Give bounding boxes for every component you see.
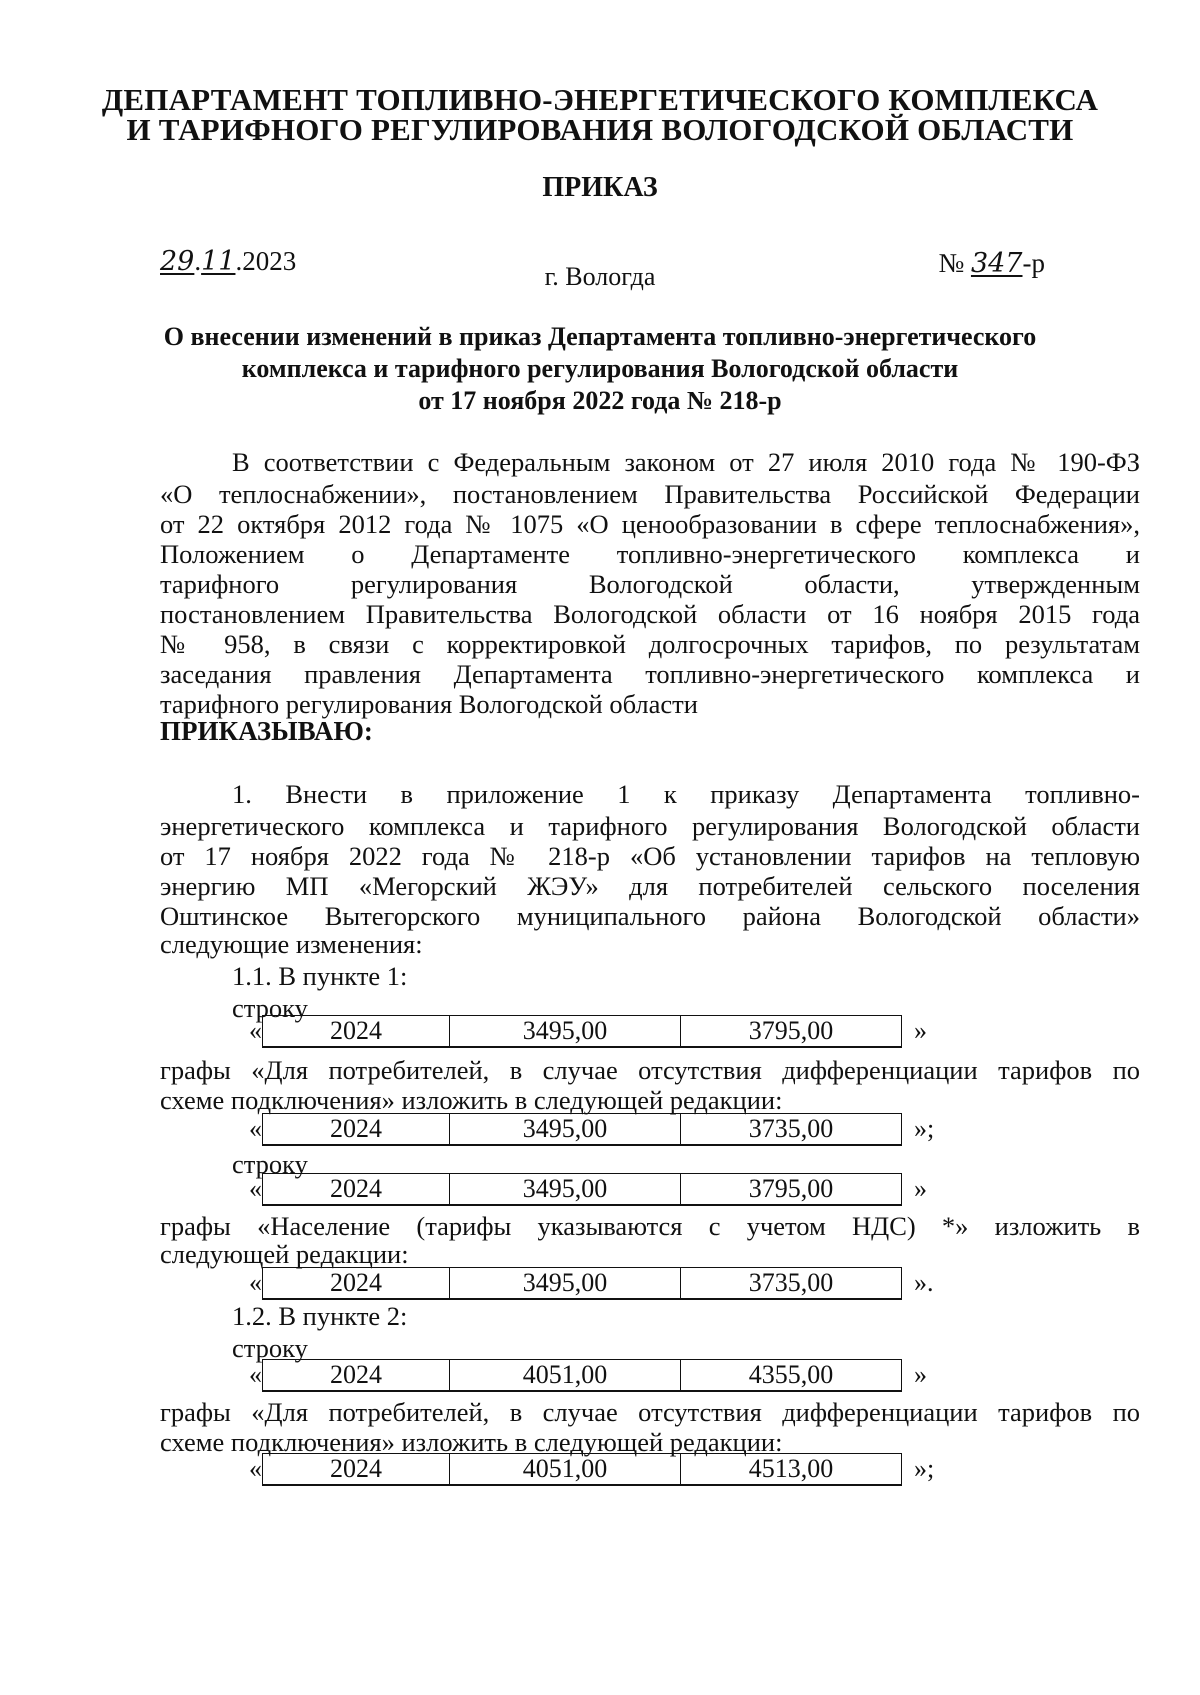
item1-line: от 17 ноября 2022 года № 218-р «Об установлении тарифов на тепловую [160, 841, 1140, 871]
subject-line-2: комплекса и тарифного регулирования Вологодской области [241, 354, 959, 383]
order-date: 29.11.2023 [160, 246, 297, 277]
quote-open: « [249, 1268, 262, 1297]
quote-open: « [249, 1016, 262, 1045]
quote-open: « [249, 1114, 262, 1143]
city: г. Вологда [544, 262, 656, 291]
para-line: графы «Население (тарифы указываются с учетом НДС) *» изложить в [160, 1211, 1140, 1241]
date-day: 29 [160, 246, 195, 277]
tariff-value-2: 3735,00 [680, 1268, 901, 1298]
para-line: схеме подключения» изложить в следующей редакции: [160, 1085, 783, 1115]
quote-open: « [249, 1174, 262, 1203]
tariff-table-row [262, 1015, 902, 1048]
order-word: ПРИКАЗЫВАЮ: [160, 716, 373, 746]
tariff-row [236, 1452, 934, 1486]
tariff-value-1: 3495,00 [449, 1016, 680, 1046]
number-value: 347 [970, 248, 1023, 279]
quote-close: »; [914, 1114, 935, 1143]
quote-close: »; [914, 1454, 935, 1483]
item1-line: Оштинское Вытегорского муниципального района Вологодской области» [160, 901, 1140, 931]
tariff-table-row [262, 1173, 902, 1206]
preamble-line: тарифного регулирования Вологодской области [160, 689, 698, 719]
tariff-row [236, 1172, 927, 1206]
tariff-value-1: 3495,00 [449, 1114, 680, 1144]
subitem-1-1: 1.1. В пункте 1: [232, 961, 408, 991]
quote-close: » [914, 1174, 927, 1203]
year-cell: 2024 [330, 1267, 382, 1297]
quote-close: » [914, 1016, 927, 1045]
year-cell: 2024 [330, 1015, 382, 1045]
department-title-line-2: И ТАРИФНОГО РЕГУЛИРОВАНИЯ ВОЛОГОДСКОЙ ОБЛАСТИ [126, 112, 1074, 147]
tariff-value-1: 4051,00 [449, 1454, 680, 1484]
subitem-1-2: 1.2. В пункте 2: [232, 1301, 408, 1331]
date-month: 11 [201, 246, 236, 277]
tariff-table-row [262, 1359, 902, 1392]
year-cell: 2024 [330, 1173, 382, 1203]
tariff-row [236, 1014, 927, 1048]
tariff-value-1: 3495,00 [449, 1268, 680, 1298]
number-prefix: № [938, 248, 965, 278]
quote-open: « [249, 1360, 262, 1389]
preamble-line: Положением о Департаменте топливно-энергетического комплекса и [160, 539, 1140, 569]
word-stroku: строку [232, 1149, 308, 1179]
tariff-row [236, 1358, 927, 1392]
tariff-row [236, 1266, 934, 1300]
date-year: .2023 [235, 246, 297, 276]
tariff-table-row [262, 1267, 902, 1300]
tariff-value-2: 3795,00 [680, 1174, 901, 1204]
year-cell: 2024 [330, 1453, 382, 1483]
quote-close: ». [914, 1268, 934, 1297]
tariff-value-2: 3795,00 [680, 1016, 901, 1046]
year-cell: 2024 [330, 1113, 382, 1143]
tariff-value-2: 4355,00 [680, 1360, 901, 1390]
preamble-line: заседания правления Департамента топливно-энергетического комплекса и [160, 659, 1140, 689]
item1-line: 1. Внести в приложение 1 к приказу Департамента топливно- [232, 779, 1140, 809]
subject-line-1: О внесении изменений в приказ Департамента топливно-энергетического [163, 322, 1037, 351]
word-stroku: строку [232, 993, 308, 1023]
department-title-line-1: ДЕПАРТАМЕНТ ТОПЛИВНО-ЭНЕРГЕТИЧЕСКОГО КОМПЛЕКСА [101, 82, 1099, 117]
tariff-value-1: 3495,00 [449, 1174, 680, 1204]
preamble-line: «О теплоснабжении», постановлением Правительства Российской Федерации [160, 479, 1140, 509]
item1-line: энергию МП «Мегорский ЖЭУ» для потребителей сельского поселения [160, 871, 1140, 901]
quote-open: « [249, 1454, 262, 1483]
para-line: схеме подключения» изложить в следующей редакции: [160, 1427, 783, 1457]
tariff-row [236, 1112, 934, 1146]
tariff-value-2: 4513,00 [680, 1454, 901, 1484]
preamble-line: от 22 октября 2012 года № 1075 «О ценообразовании в сфере теплоснабжения», [160, 509, 1140, 539]
para-line: графы «Для потребителей, в случае отсутствия дифференциации тарифов по [160, 1055, 1140, 1085]
para-line: следующей редакции: [160, 1239, 409, 1269]
preamble-line: № 958, в связи с корректировкой долгосрочных тарифов, по результатам [160, 629, 1140, 659]
preamble-line: постановлением Правительства Вологодской области от 16 ноября 2015 года [160, 599, 1140, 629]
preamble-line: тарифного регулирования Вологодской области, утвержденным [160, 569, 1140, 599]
word-stroku: строку [232, 1333, 308, 1363]
item1-line: энергетического комплекса и тарифного регулирования Вологодской области [160, 811, 1140, 841]
item1-line: следующие изменения: [160, 929, 423, 959]
tariff-value-1: 4051,00 [449, 1360, 680, 1390]
year-cell: 2024 [330, 1359, 382, 1389]
document-type: ПРИКАЗ [542, 172, 658, 203]
tariff-table-row [262, 1453, 902, 1486]
quote-close: » [914, 1360, 927, 1389]
tariff-value-2: 3735,00 [680, 1114, 901, 1144]
tariff-table-row [262, 1113, 902, 1146]
number-suffix: -р [1022, 248, 1045, 278]
para-line: графы «Для потребителей, в случае отсутствия дифференциации тарифов по [160, 1397, 1140, 1427]
subject-line-3: от 17 ноября 2022 года № 218-р [418, 386, 782, 415]
preamble-line: В соответствии с Федеральным законом от 27 июля 2010 года № 190-ФЗ [232, 447, 1140, 477]
